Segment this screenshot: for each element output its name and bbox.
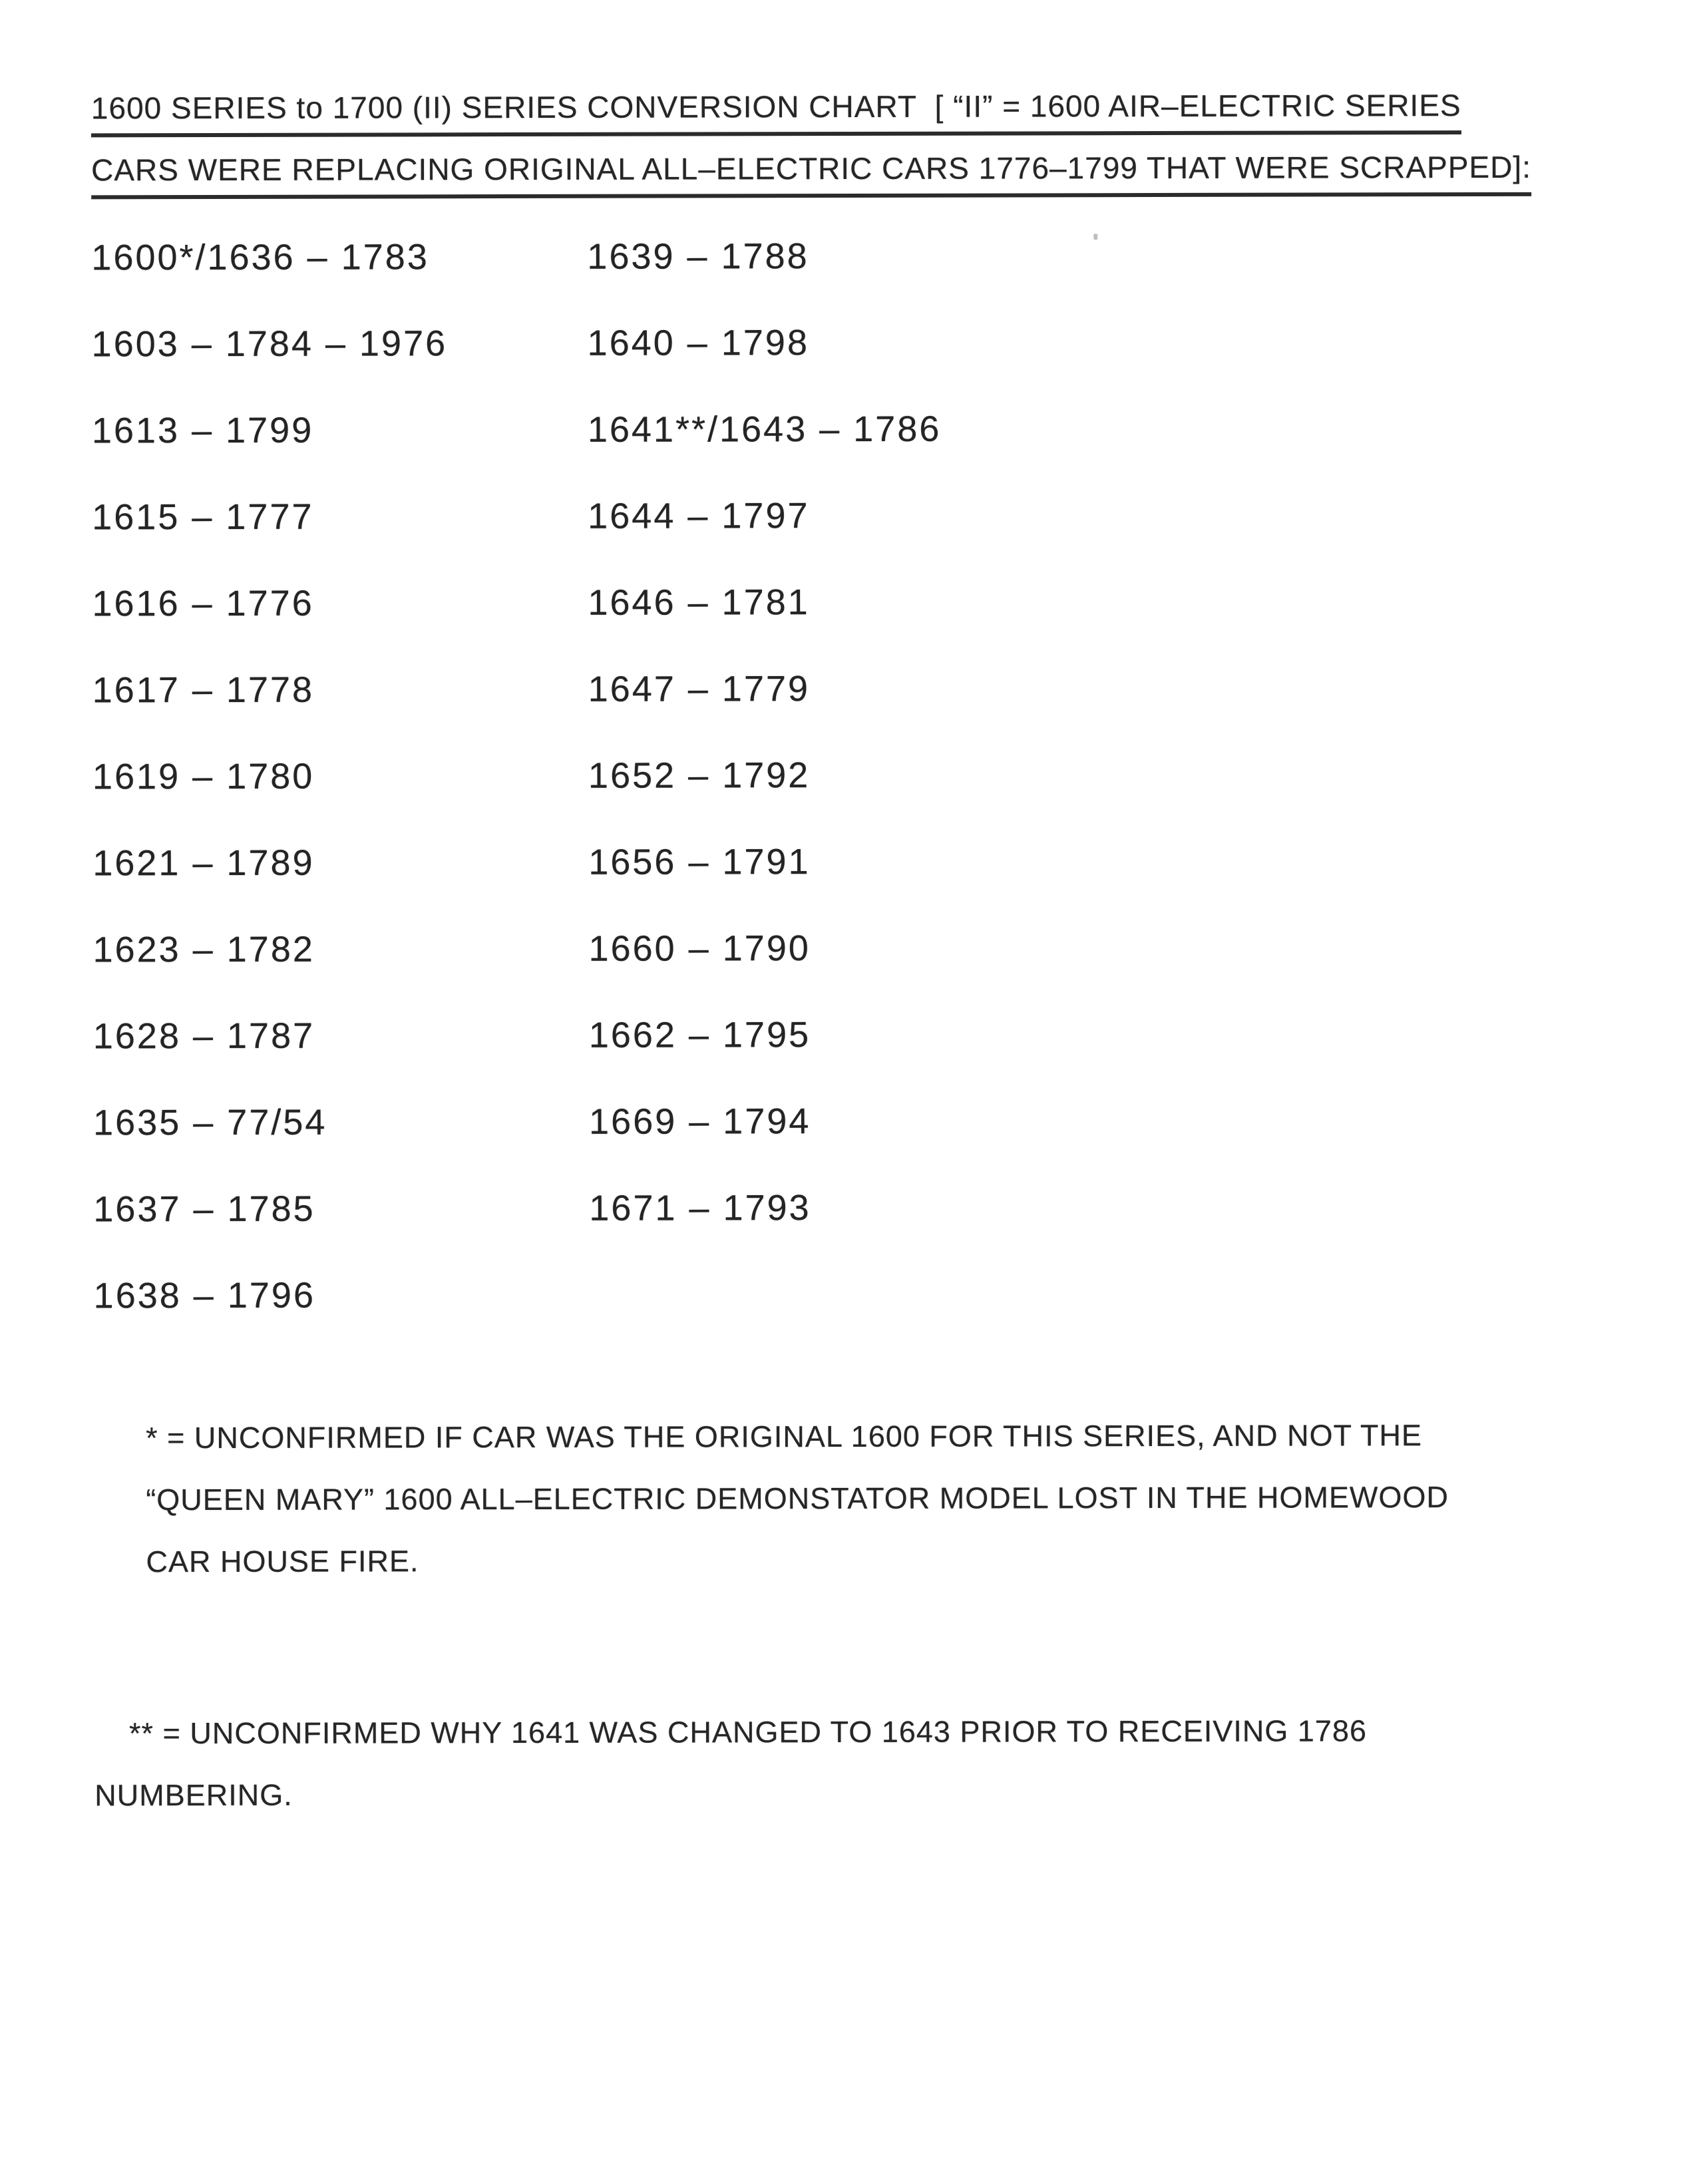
conversion-row: 1647 – 1779 (588, 669, 811, 709)
conversion-column-right (587, 234, 943, 1273)
conversion-row: 1641**/1643 – 1786 (587, 409, 942, 450)
conversion-row: 1669 – 1794 (589, 1101, 811, 1142)
conversion-row: 1644 – 1797 (588, 496, 810, 536)
conversion-row: 1615 – 1777 (92, 496, 314, 538)
conversion-row: 1619 – 1780 (92, 756, 315, 797)
conversion-row: 1623 – 1782 (93, 929, 315, 970)
footnote-line: * = UNCONFIRMED IF CAR WAS THE ORIGINAL 1600 FOR THIS SERIES, AND NOT THE (146, 1418, 1423, 1455)
document-title (91, 88, 1531, 215)
conversion-row: 1628 – 1787 (93, 1015, 315, 1057)
title-line-2: CARS WERE REPLACING ORIGINAL ALL–ELECTRIC CARS 1776–1799 THAT WERE SCRAPPED]: (91, 150, 1531, 200)
conversion-row: 1660 – 1790 (588, 928, 811, 969)
title-line-1: 1600 SERIES to 1700 (II) SERIES CONVERSION CHART [ “II” = 1600 AIR–ELECTRIC SERIES (91, 88, 1461, 137)
footnote-line: “QUEEN MARY” 1600 ALL–ELECTRIC DEMONSTATOR MODEL LOST IN THE HOMEWOOD (146, 1480, 1449, 1517)
conversion-row: 1616 – 1776 (92, 583, 314, 624)
conversion-row: 1635 – 77/54 (93, 1102, 327, 1143)
conversion-row: 1603 – 1784 – 1976 (91, 323, 448, 365)
conversion-row: 1617 – 1778 (92, 669, 315, 711)
conversion-row: 1656 – 1791 (588, 842, 811, 882)
footnote-line: NUMBERING. (94, 1777, 293, 1813)
conversion-column-left (91, 235, 449, 1360)
conversion-row: 1640 – 1798 (587, 323, 810, 363)
conversion-row: 1646 – 1781 (588, 582, 810, 623)
conversion-row: 1671 – 1793 (589, 1188, 811, 1228)
scan-artifact-speck (1093, 234, 1097, 240)
footnote-line: CAR HOUSE FIRE. (146, 1544, 419, 1579)
conversion-row: 1613 – 1799 (91, 410, 314, 451)
conversion-row: 1652 – 1792 (588, 755, 811, 796)
conversion-chart (91, 233, 1589, 1316)
conversion-row: 1638 – 1796 (93, 1275, 315, 1316)
conversion-row: 1600*/1636 – 1783 (91, 237, 429, 278)
footnote-double-star (94, 1700, 1367, 1826)
conversion-row: 1662 – 1795 (588, 1015, 811, 1055)
conversion-row: 1621 – 1789 (93, 842, 315, 884)
conversion-row: 1637 – 1785 (93, 1188, 315, 1230)
footnote-single-star (146, 1404, 1449, 1592)
conversion-row: 1639 – 1788 (587, 236, 809, 277)
footnote-line: ** = UNCONFIRMED WHY 1641 WAS CHANGED TO 1643 PRIOR TO RECEIVING 1786 (128, 1714, 1368, 1751)
